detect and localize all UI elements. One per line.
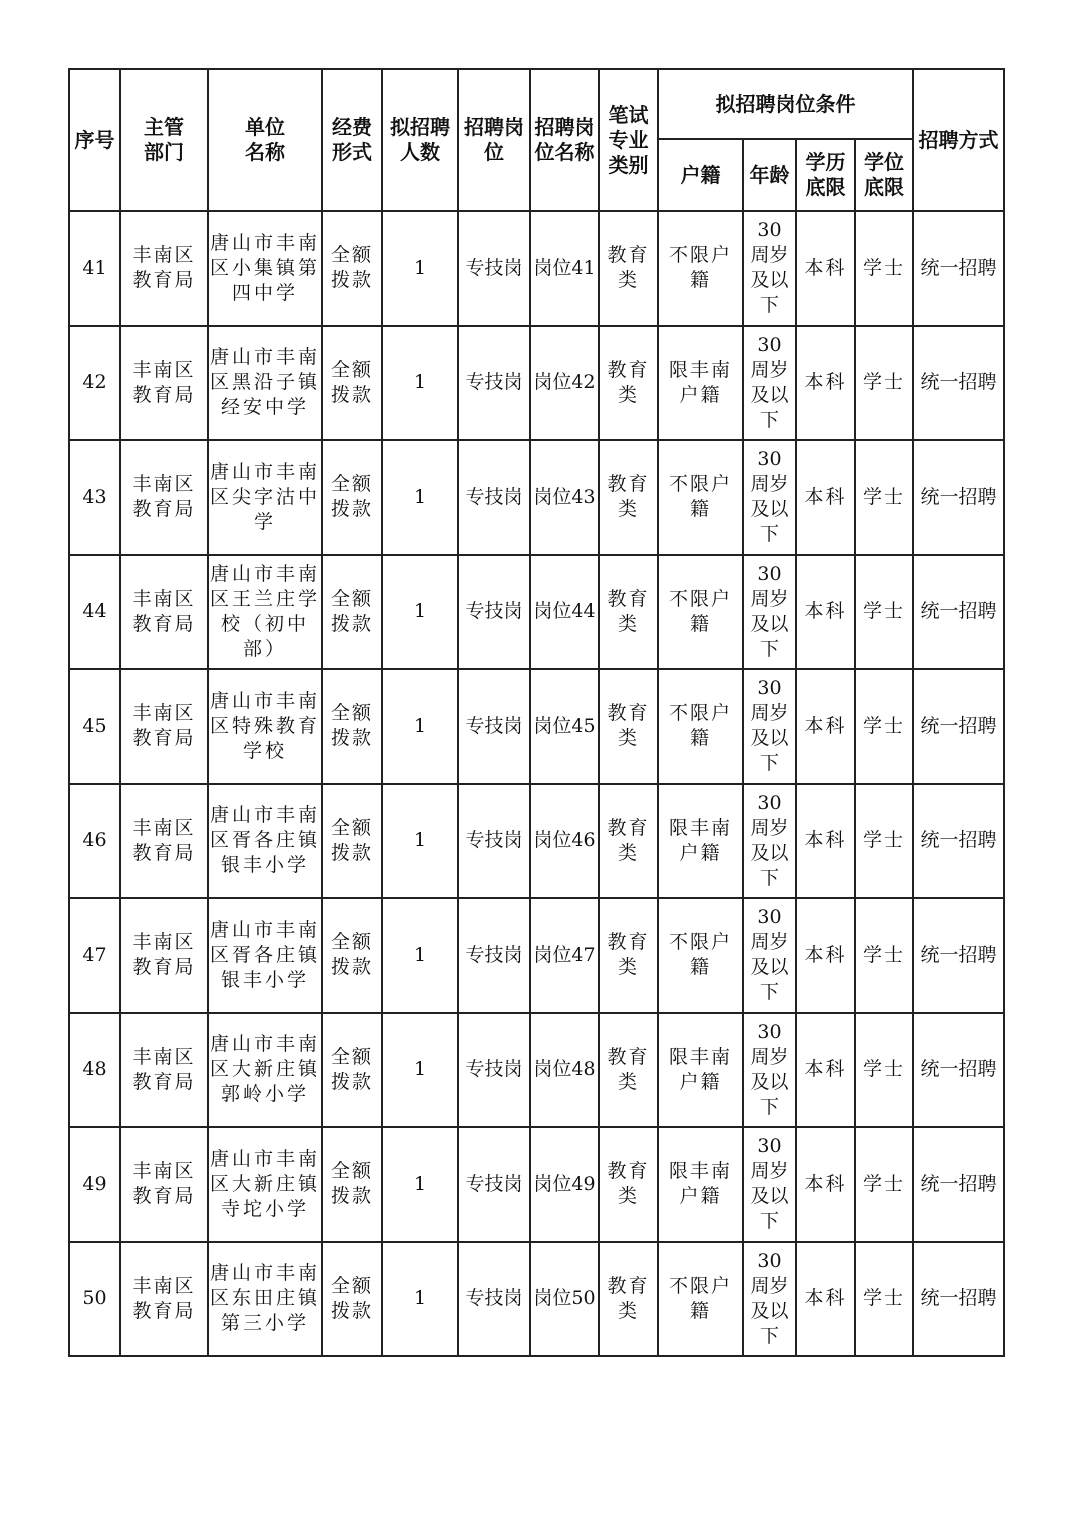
cell-dept: 丰南区教育局 (120, 326, 208, 441)
cell-unit: 唐山市丰南区东田庄镇第三小学 (208, 1242, 322, 1357)
cell-degree: 学士 (855, 211, 913, 326)
cell-edu: 本科 (796, 440, 855, 555)
cell-seq: 49 (69, 1127, 120, 1242)
cell-degree: 学士 (855, 898, 913, 1013)
cell-post-name: 岗位45 (530, 669, 599, 784)
cell-edu: 本科 (796, 555, 855, 670)
cell-funding: 全额拨款 (322, 555, 382, 670)
cell-funding: 全额拨款 (322, 898, 382, 1013)
cell-method: 统一招聘 (913, 1127, 1004, 1242)
cell-dept: 丰南区教育局 (120, 1013, 208, 1128)
cell-post-name: 岗位46 (530, 784, 599, 899)
table-row (69, 784, 1004, 899)
cell-method: 统一招聘 (913, 898, 1004, 1013)
table-row (69, 669, 1004, 784)
cell-edu: 本科 (796, 326, 855, 441)
cell-huji: 不限户籍 (658, 555, 743, 670)
cell-count: 1 (382, 669, 458, 784)
cell-dept: 丰南区教育局 (120, 784, 208, 899)
cell-funding: 全额拨款 (322, 440, 382, 555)
cell-huji: 不限户籍 (658, 440, 743, 555)
cell-count: 1 (382, 326, 458, 441)
cell-seq: 43 (69, 440, 120, 555)
cell-seq: 44 (69, 555, 120, 670)
cell-post-name: 岗位43 (530, 440, 599, 555)
cell-huji: 不限户籍 (658, 1242, 743, 1357)
cell-huji: 不限户籍 (658, 211, 743, 326)
cell-degree: 学士 (855, 440, 913, 555)
cell-post-name: 岗位44 (530, 555, 599, 670)
cell-age: 30周岁及以下 (743, 440, 796, 555)
cell-count: 1 (382, 898, 458, 1013)
cell-exam: 教育类 (599, 784, 658, 899)
cell-exam: 教育类 (599, 440, 658, 555)
cell-post: 专技岗 (458, 555, 530, 670)
cell-exam: 教育类 (599, 1013, 658, 1128)
cell-post-name: 岗位50 (530, 1242, 599, 1357)
cell-method: 统一招聘 (913, 326, 1004, 441)
header-post-name: 招聘岗位名称 (530, 69, 599, 211)
table-header (69, 69, 1004, 211)
cell-seq: 47 (69, 898, 120, 1013)
cell-edu: 本科 (796, 898, 855, 1013)
cell-funding: 全额拨款 (322, 1013, 382, 1128)
header-dept: 主管部门 (120, 69, 208, 211)
cell-seq: 45 (69, 669, 120, 784)
header-exam: 笔试专业类别 (599, 69, 658, 211)
recruitment-table (68, 68, 1005, 1357)
cell-post: 专技岗 (458, 1013, 530, 1128)
cell-post: 专技岗 (458, 440, 530, 555)
header-degree: 学位底限 (855, 139, 913, 211)
cell-exam: 教育类 (599, 326, 658, 441)
cell-seq: 41 (69, 211, 120, 326)
cell-age: 30周岁及以下 (743, 1013, 796, 1128)
cell-post: 专技岗 (458, 784, 530, 899)
cell-post: 专技岗 (458, 326, 530, 441)
cell-edu: 本科 (796, 1127, 855, 1242)
header-edu: 学历底限 (796, 139, 855, 211)
cell-count: 1 (382, 1013, 458, 1128)
cell-seq: 48 (69, 1013, 120, 1128)
cell-unit: 唐山市丰南区胥各庄镇银丰小学 (208, 784, 322, 899)
cell-degree: 学士 (855, 326, 913, 441)
cell-funding: 全额拨款 (322, 784, 382, 899)
cell-dept: 丰南区教育局 (120, 898, 208, 1013)
cell-count: 1 (382, 211, 458, 326)
header-seq: 序号 (69, 69, 120, 211)
table-row (69, 898, 1004, 1013)
cell-post-name: 岗位41 (530, 211, 599, 326)
cell-seq: 50 (69, 1242, 120, 1357)
cell-count: 1 (382, 1242, 458, 1357)
cell-dept: 丰南区教育局 (120, 555, 208, 670)
cell-funding: 全额拨款 (322, 669, 382, 784)
cell-post: 专技岗 (458, 211, 530, 326)
cell-method: 统一招聘 (913, 1013, 1004, 1128)
cell-method: 统一招聘 (913, 784, 1004, 899)
cell-huji: 限丰南户籍 (658, 1013, 743, 1128)
cell-exam: 教育类 (599, 669, 658, 784)
cell-post-name: 岗位49 (530, 1127, 599, 1242)
cell-huji: 限丰南户籍 (658, 784, 743, 899)
table-row (69, 1242, 1004, 1357)
cell-unit: 唐山市丰南区黑沿子镇经安中学 (208, 326, 322, 441)
cell-age: 30周岁及以下 (743, 1127, 796, 1242)
cell-post-name: 岗位42 (530, 326, 599, 441)
header-unit: 单位名称 (208, 69, 322, 211)
cell-edu: 本科 (796, 784, 855, 899)
cell-exam: 教育类 (599, 1127, 658, 1242)
cell-post: 专技岗 (458, 1242, 530, 1357)
table-body (69, 211, 1004, 1356)
cell-post-name: 岗位48 (530, 1013, 599, 1128)
cell-degree: 学士 (855, 669, 913, 784)
cell-edu: 本科 (796, 1242, 855, 1357)
cell-funding: 全额拨款 (322, 1242, 382, 1357)
cell-funding: 全额拨款 (322, 1127, 382, 1242)
cell-post-name: 岗位47 (530, 898, 599, 1013)
header-age: 年龄 (743, 139, 796, 211)
header-post: 招聘岗位 (458, 69, 530, 211)
table-row (69, 1127, 1004, 1242)
cell-dept: 丰南区教育局 (120, 211, 208, 326)
cell-exam: 教育类 (599, 898, 658, 1013)
cell-age: 30周岁及以下 (743, 1242, 796, 1357)
header-huji: 户籍 (658, 139, 743, 211)
cell-age: 30周岁及以下 (743, 211, 796, 326)
table-row (69, 1013, 1004, 1128)
cell-dept: 丰南区教育局 (120, 1127, 208, 1242)
cell-unit: 唐山市丰南区胥各庄镇银丰小学 (208, 898, 322, 1013)
cell-age: 30周岁及以下 (743, 669, 796, 784)
cell-dept: 丰南区教育局 (120, 440, 208, 555)
cell-edu: 本科 (796, 669, 855, 784)
table-row (69, 211, 1004, 326)
cell-count: 1 (382, 1127, 458, 1242)
cell-age: 30周岁及以下 (743, 784, 796, 899)
cell-dept: 丰南区教育局 (120, 669, 208, 784)
cell-age: 30周岁及以下 (743, 555, 796, 670)
cell-method: 统一招聘 (913, 440, 1004, 555)
cell-huji: 限丰南户籍 (658, 1127, 743, 1242)
cell-post: 专技岗 (458, 1127, 530, 1242)
cell-degree: 学士 (855, 1013, 913, 1128)
cell-degree: 学士 (855, 784, 913, 899)
cell-method: 统一招聘 (913, 1242, 1004, 1357)
cell-edu: 本科 (796, 211, 855, 326)
cell-degree: 学士 (855, 1242, 913, 1357)
cell-age: 30周岁及以下 (743, 326, 796, 441)
cell-unit: 唐山市丰南区小集镇第四中学 (208, 211, 322, 326)
cell-count: 1 (382, 555, 458, 670)
header-conditions: 拟招聘岗位条件 (658, 69, 913, 139)
cell-edu: 本科 (796, 1013, 855, 1128)
header-count: 拟招聘人数 (382, 69, 458, 211)
cell-huji: 限丰南户籍 (658, 326, 743, 441)
header-funding: 经费形式 (322, 69, 382, 211)
header-method: 招聘方式 (913, 69, 1004, 211)
cell-unit: 唐山市丰南区王兰庄学校（初中部） (208, 555, 322, 670)
cell-exam: 教育类 (599, 555, 658, 670)
cell-dept: 丰南区教育局 (120, 1242, 208, 1357)
cell-huji: 不限户籍 (658, 898, 743, 1013)
cell-unit: 唐山市丰南区尖字沽中学 (208, 440, 322, 555)
cell-post: 专技岗 (458, 898, 530, 1013)
cell-unit: 唐山市丰南区大新庄镇郭岭小学 (208, 1013, 322, 1128)
cell-count: 1 (382, 440, 458, 555)
cell-method: 统一招聘 (913, 669, 1004, 784)
cell-funding: 全额拨款 (322, 211, 382, 326)
cell-method: 统一招聘 (913, 211, 1004, 326)
cell-seq: 42 (69, 326, 120, 441)
table-row (69, 555, 1004, 670)
table-row (69, 440, 1004, 555)
cell-count: 1 (382, 784, 458, 899)
cell-method: 统一招聘 (913, 555, 1004, 670)
cell-unit: 唐山市丰南区特殊教育学校 (208, 669, 322, 784)
cell-post: 专技岗 (458, 669, 530, 784)
cell-exam: 教育类 (599, 211, 658, 326)
cell-unit: 唐山市丰南区大新庄镇寺坨小学 (208, 1127, 322, 1242)
cell-huji: 不限户籍 (658, 669, 743, 784)
cell-degree: 学士 (855, 1127, 913, 1242)
table-row (69, 326, 1004, 441)
cell-degree: 学士 (855, 555, 913, 670)
cell-age: 30周岁及以下 (743, 898, 796, 1013)
cell-seq: 46 (69, 784, 120, 899)
cell-funding: 全额拨款 (322, 326, 382, 441)
cell-exam: 教育类 (599, 1242, 658, 1357)
